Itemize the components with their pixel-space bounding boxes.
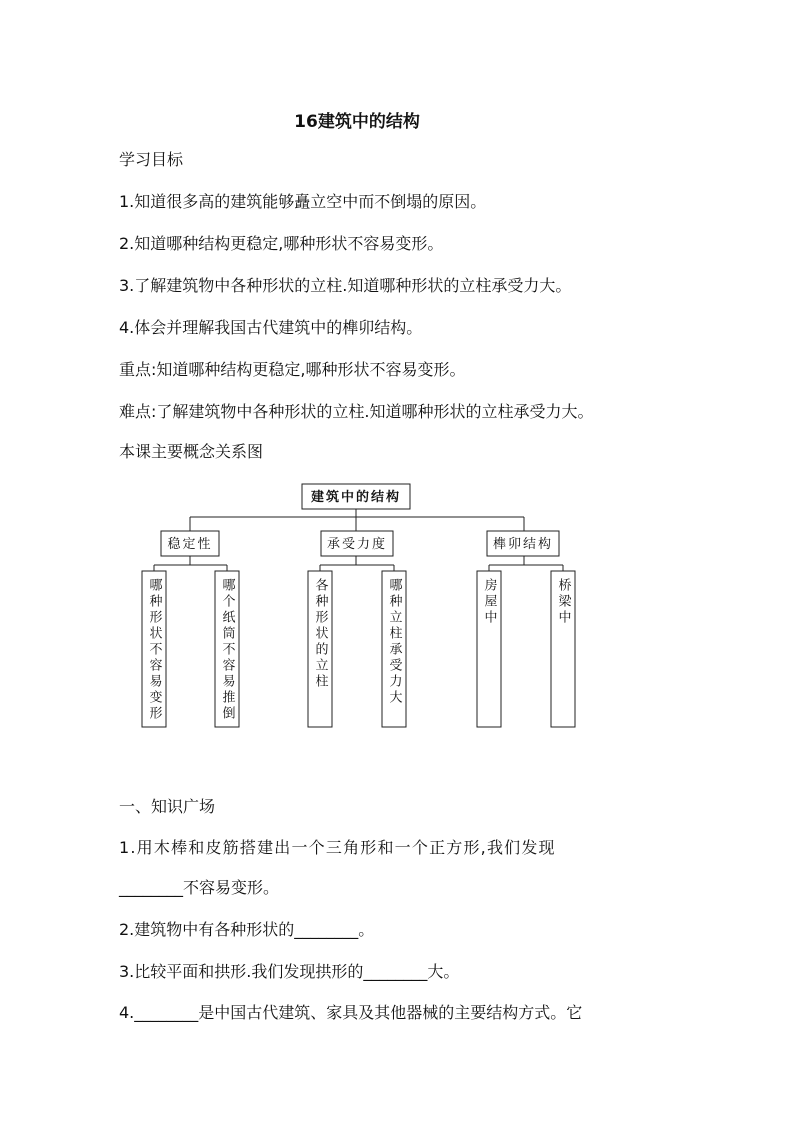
branch-node-label: 稳定性 [167,537,213,552]
question-1-line-1: 1.用木棒和皮筋搭建出一个三角形和一个正方形,我们发现 [119,838,556,857]
objective-item: 1.知道很多高的建筑能够矗立空中而不倒塌的原因。 [119,192,487,211]
objective-item: 2.知道哪种结构更稳定,哪种形状不容易变形。 [119,234,444,253]
section-heading: 一、知识广场 [119,797,216,816]
objective-item: 4.体会并理解我国古代建筑中的榫卯结构。 [119,318,423,337]
branch-node-label: 榫卯结构 [492,537,554,552]
leaf-node-label: 桥梁中 [555,578,571,626]
key-point: 重点:知道哪种结构更稳定,哪种形状不容易变形。 [119,360,466,379]
question-2: 2.建筑物中有各种形状的________。 [119,920,375,939]
question-4: 4.________是中国古代建筑、家具及其他器械的主要结构方式。它 [119,1003,583,1022]
objective-item: 3.了解建筑物中各种形状的立柱.知道哪种形状的立柱承受力大。 [119,276,572,295]
leaf-node-label: 各种形状的立柱 [312,578,328,690]
root-node-label: 建筑中的结构 [310,490,402,505]
page-title: 16建筑中的结构 [294,112,420,132]
question-1-line-2: ________不容易变形。 [119,878,280,897]
leaf-node-label: 房屋中 [481,578,497,626]
leaf-node-label: 哪个纸筒不容易推倒 [219,578,235,722]
leaf-node-label: 哪种立柱承受力大 [386,578,402,706]
leaf-node-label: 哪种形状不容易变形 [146,578,162,722]
objectives-heading: 学习目标 [119,150,184,169]
difficult-point: 难点:了解建筑物中各种形状的立柱.知道哪种形状的立柱承受力大。 [119,402,594,421]
concept-map-heading: 本课主要概念关系图 [119,442,264,461]
question-3: 3.比较平面和拱形.我们发现拱形的________大。 [119,962,460,981]
branch-node-label: 承受力度 [326,537,388,552]
